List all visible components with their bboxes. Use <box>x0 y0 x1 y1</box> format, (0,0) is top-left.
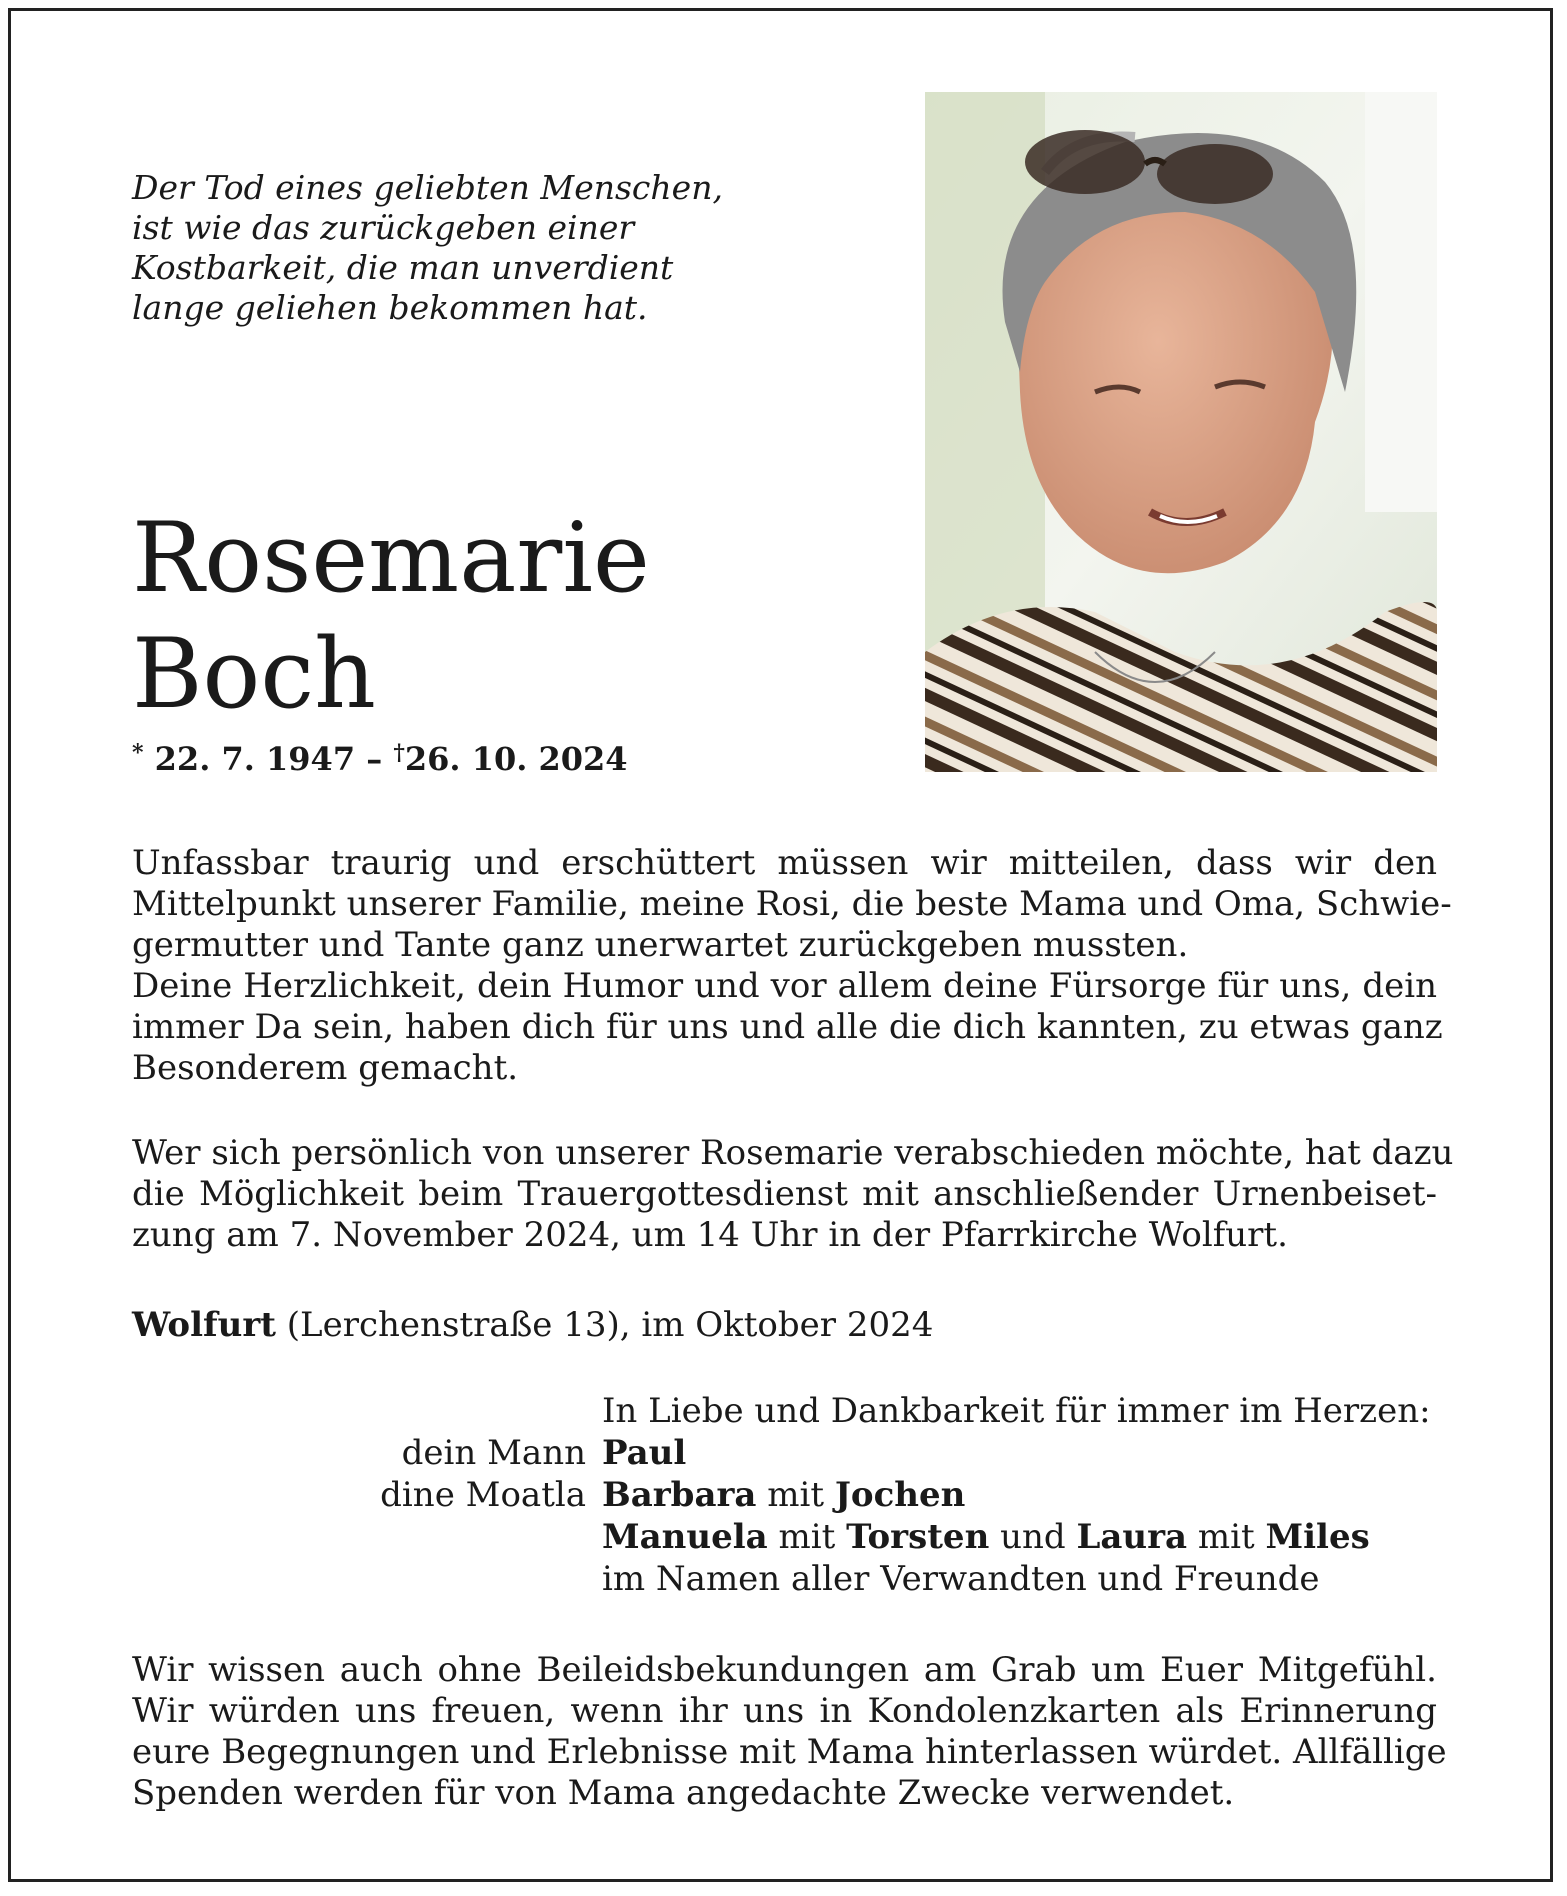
life-dates <box>132 740 628 778</box>
survivor-name: Barbara <box>602 1475 757 1515</box>
quote-line: Der Tod eines geliebten Menschen, <box>132 168 723 207</box>
place-details: (Lerchenstraße 13), im Oktober 2024 <box>275 1305 934 1345</box>
quote-line: lange geliehen bekommen hat. <box>132 288 648 327</box>
closing-paragraph <box>132 1650 1447 1814</box>
survivor-name: Miles <box>1265 1517 1370 1557</box>
survivors-intro: In Liebe und Dankbarkeit für immer im Herzen: <box>602 1391 1431 1431</box>
text-line: Mittelpunkt unserer Familie, meine Rosi, die beste Mama und Oma, Schwie- <box>132 884 1452 924</box>
death-date: 26. 10. 2024 <box>404 740 628 778</box>
text-line: Spenden werden für von Mama angedachte Zwecke verwendet. <box>132 1773 1235 1813</box>
text-line: Unfassbar traurig und erschüttert müssen wir mitteilen, dass wir den <box>132 843 1437 883</box>
relation-label: dein Mann <box>401 1433 586 1473</box>
text-line: Besonderem gemacht. <box>132 1048 519 1088</box>
place-date-line <box>132 1305 933 1345</box>
text-line: germutter und Tante ganz unerwartet zurückgeben mussten. <box>132 925 1189 965</box>
text-line: die Möglichkeit beim Trauergottesdienst mit anschließender Urnenbeiset- <box>132 1174 1437 1214</box>
survivor-name: Jochen <box>834 1475 966 1515</box>
death-symbol: † <box>393 740 405 766</box>
first-name: Rosemarie <box>132 502 650 614</box>
connector-text: mit <box>767 1517 847 1557</box>
date-separator: – <box>366 740 383 778</box>
service-paragraph <box>132 1133 1454 1256</box>
connector-text: mit <box>756 1475 835 1515</box>
survivors-block <box>132 1390 1437 1600</box>
survivor-name: Manuela <box>602 1517 768 1557</box>
text-line: Wer sich persönlich von unserer Rosemarie verabschieden möchte, hat dazu <box>132 1133 1454 1173</box>
deceased-name <box>132 500 650 732</box>
last-name: Boch <box>132 618 376 730</box>
text-line: Wir würden uns freuen, wenn ihr uns in Kondolenzkarten als Erinnerung <box>132 1691 1437 1731</box>
connector-text: und <box>989 1517 1077 1557</box>
quote-line: Kostbarkeit, die man unverdient <box>132 248 674 287</box>
birth-symbol: * <box>132 740 144 766</box>
portrait-photo <box>925 92 1437 772</box>
connector-text: mit <box>1187 1517 1266 1557</box>
survivor-name: Torsten <box>846 1517 990 1557</box>
survivor-name: Paul <box>602 1433 687 1473</box>
survivor-name: Laura <box>1076 1517 1188 1557</box>
quote-line: ist wie das zurückgeben einer <box>132 208 635 247</box>
memorial-quote <box>132 168 752 328</box>
relation-label: dine Moatla <box>380 1475 586 1515</box>
place-town: Wolfurt <box>132 1305 276 1345</box>
announcement-paragraph <box>132 843 1452 1089</box>
text-line: eure Begegnungen und Erlebnisse mit Mama hinterlassen würdet. Allfällige <box>132 1732 1447 1772</box>
birth-date: 22. 7. 1947 <box>154 740 356 778</box>
survivors-closing: im Namen aller Verwandten und Freunde <box>602 1559 1320 1599</box>
text-line: Deine Herzlichkeit, dein Humor und vor allem deine Fürsorge für uns, dein <box>132 966 1437 1006</box>
text-line: immer Da sein, haben dich für uns und alle die dich kannten, zu etwas ganz <box>132 1007 1443 1047</box>
text-line: Wir wissen auch ohne Beileidsbekundungen am Grab um Euer Mitgefühl. <box>132 1650 1437 1690</box>
text-line: zung am 7. November 2024, um 14 Uhr in der Pfarrkirche Wolfurt. <box>132 1215 1288 1255</box>
